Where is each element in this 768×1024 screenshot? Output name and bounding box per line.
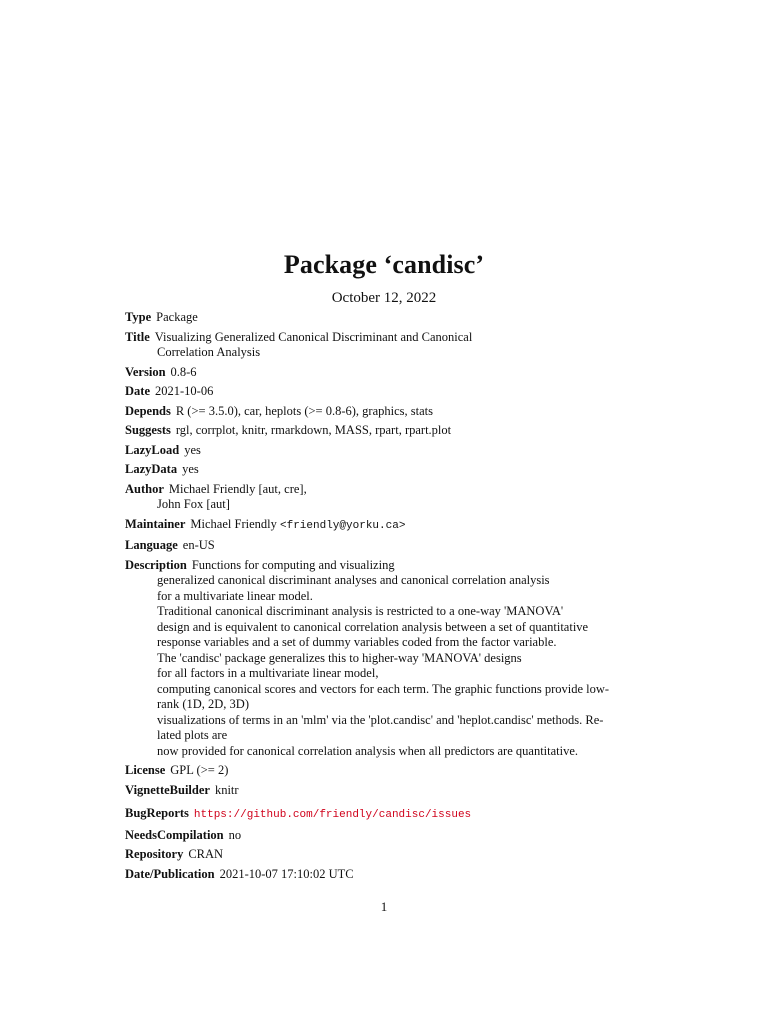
field-bugreports	[125, 806, 625, 824]
field-type	[125, 310, 625, 326]
field-key: Type	[125, 310, 152, 324]
field-value: yes	[182, 462, 199, 476]
field-key: Author	[125, 481, 164, 496]
maintainer-email[interactable]: <friendly@yorku.ca>	[280, 519, 406, 532]
description-line: rank (1D, 2D, 3D)	[157, 697, 249, 711]
field-value: Functions for computing and visualizing	[191, 557, 395, 572]
description-line: lated plots are	[157, 728, 228, 742]
field-description	[125, 558, 625, 760]
field-value: 2021-10-06	[155, 384, 214, 398]
field-language	[125, 538, 625, 554]
field-value: GPL (>= 2)	[170, 763, 229, 777]
description-fields	[125, 310, 625, 886]
field-key: Repository	[125, 847, 184, 861]
field-vignettebuilder	[125, 783, 625, 799]
field-value: Visualizing Generalized Canonical Discriminant and Canonical	[154, 329, 473, 344]
field-lazyload	[125, 443, 625, 459]
field-value: knitr	[214, 782, 239, 797]
description-line: now provided for canonical correlation analysis when all predictors are quantitative.	[157, 743, 579, 758]
field-key: NeedsCompilation	[125, 827, 224, 842]
field-key: Version	[125, 364, 166, 379]
field-key: Maintainer	[125, 516, 186, 531]
field-key: Date	[125, 384, 150, 398]
field-key: BugReports	[125, 806, 189, 820]
field-value: R (>= 3.5.0), car, heplots (>= 0.8-6), graphics, stats	[175, 403, 434, 418]
field-continuation: John Fox [aut]	[157, 497, 230, 511]
field-key: LazyLoad	[125, 442, 180, 457]
field-value: 2021-10-07 17:10:02 UTC	[219, 866, 354, 881]
field-publication	[125, 867, 625, 883]
field-key: VignetteBuilder	[125, 782, 210, 797]
field-value: 0.8-6	[170, 364, 197, 379]
field-key: License	[125, 763, 166, 777]
description-line: for a multivariate linear model.	[157, 588, 313, 603]
page-number: 1	[380, 899, 388, 914]
bugreports-link[interactable]: https://github.com/friendly/candisc/issues	[193, 809, 472, 821]
description-line: visualizations of terms in an 'mlm' via the 'plot.candisc' and 'heplot.candisc' methods. Re-	[157, 712, 604, 727]
field-value: en-US	[182, 538, 215, 552]
field-needscompilation	[125, 828, 625, 844]
field-key: Depends	[125, 403, 171, 418]
field-date	[125, 384, 625, 400]
field-key: Date/Publication	[125, 866, 215, 881]
field-value: Michael Friendly [aut, cre],	[168, 481, 307, 496]
field-key: Language	[125, 538, 178, 552]
field-continuation: Correlation Analysis	[157, 345, 261, 359]
description-line: computing canonical scores and vectors for each term. The graphic functions provide low-	[157, 681, 610, 696]
description-line: Traditional canonical discriminant analysis is restricted to a one-way 'MANOVA'	[157, 604, 564, 618]
field-depends	[125, 404, 625, 420]
description-line: for all factors in a multivariate linear model,	[157, 666, 379, 680]
field-maintainer	[125, 517, 625, 535]
field-lazydata	[125, 462, 625, 478]
field-repository	[125, 847, 625, 863]
field-key: LazyData	[125, 462, 178, 476]
description-line: generalized canonical discriminant analyses and canonical correlation analysis	[157, 573, 550, 587]
field-author	[125, 482, 625, 513]
field-value: no	[228, 827, 242, 842]
page-title: Package ‘candisc’	[283, 250, 485, 279]
field-title	[125, 330, 625, 361]
field-key: Suggests	[125, 423, 171, 437]
field-version	[125, 365, 625, 381]
field-license	[125, 763, 625, 779]
page-date: October 12, 2022	[331, 290, 437, 306]
field-key: Title	[125, 329, 150, 344]
field-key: Description	[125, 557, 187, 572]
description-line: The 'candisc' package generalizes this to higher-way 'MANOVA' designs	[157, 650, 522, 665]
field-value: rgl, corrplot, knitr, rmarkdown, MASS, rpart, rpart.plot	[175, 423, 452, 437]
description-line: response variables and a set of dummy variables coded from the factor variable.	[157, 635, 557, 649]
field-suggests	[125, 423, 625, 439]
field-value: Package	[156, 310, 198, 324]
field-value: Michael Friendly	[190, 516, 277, 531]
field-value: yes	[184, 442, 201, 457]
description-line: design and is equivalent to canonical correlation analysis between a set of quantitative	[157, 619, 589, 634]
field-value: CRAN	[188, 847, 224, 861]
